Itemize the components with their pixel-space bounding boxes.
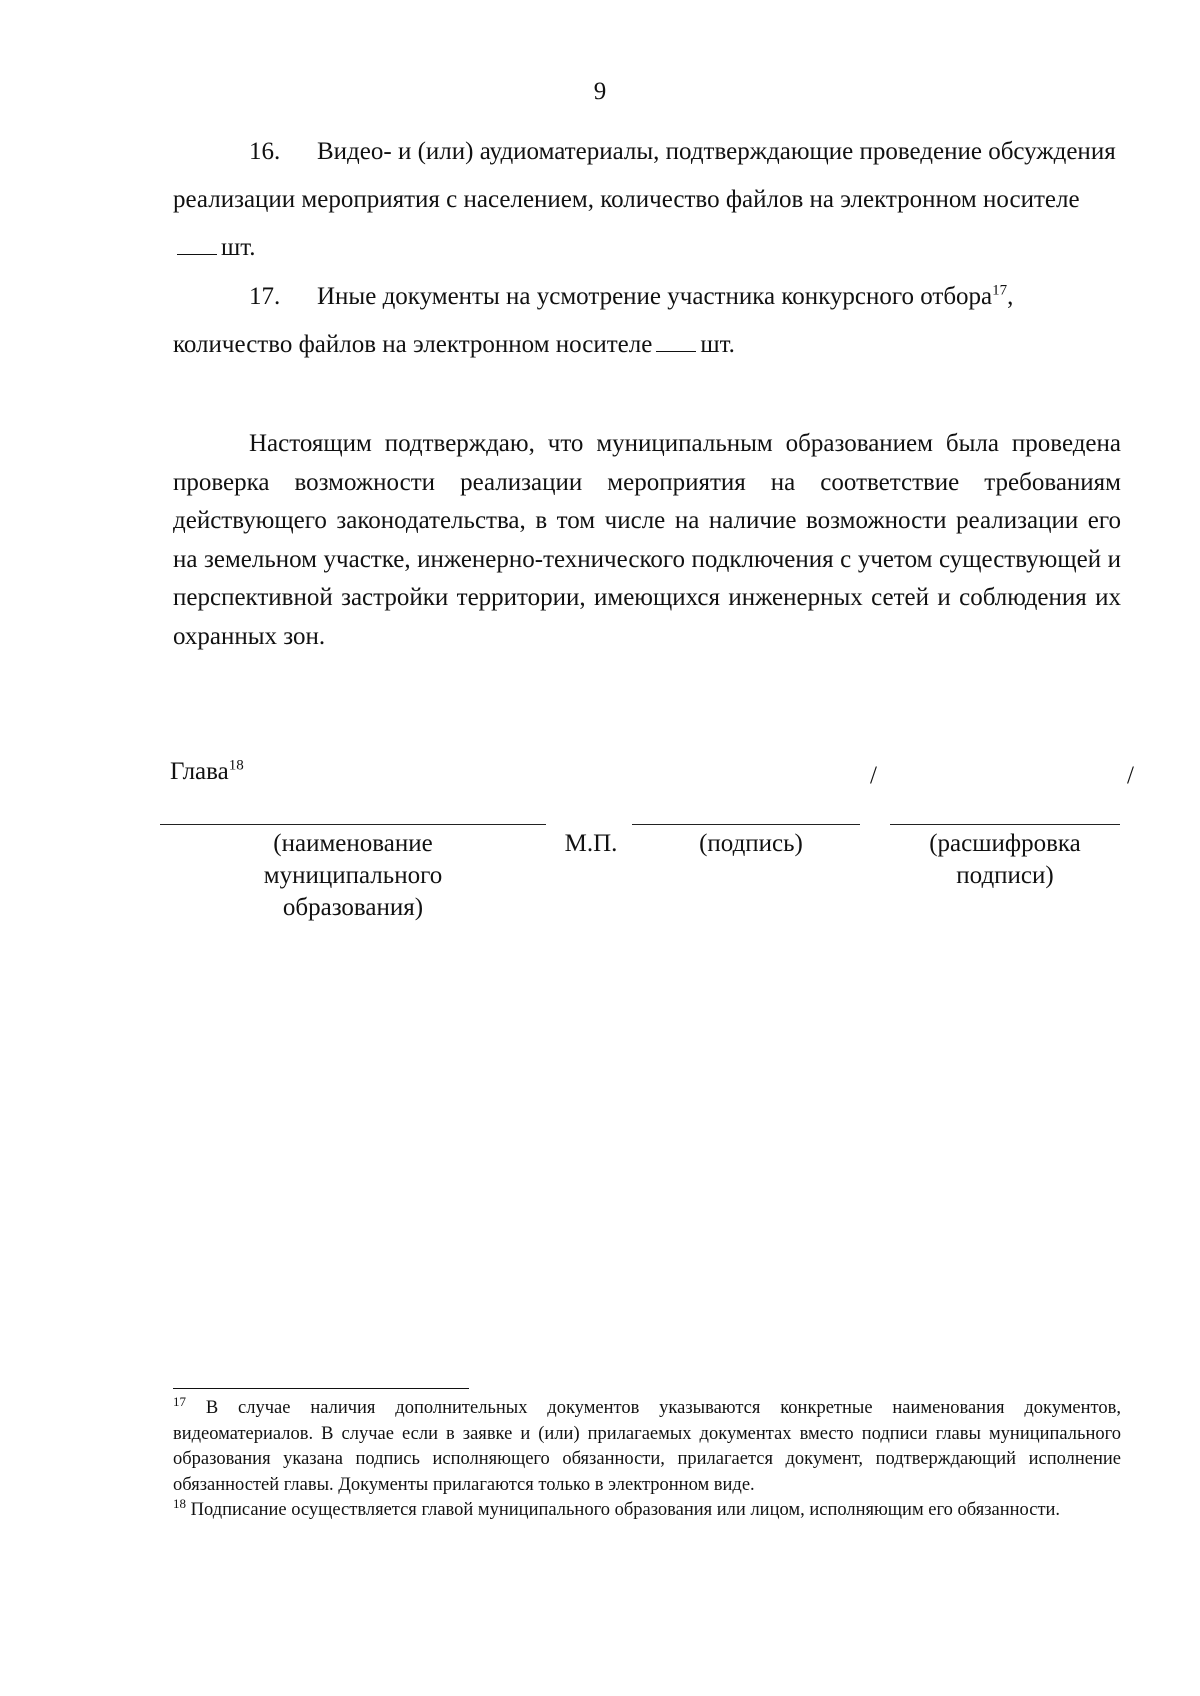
decoding-line bbox=[890, 824, 1120, 825]
item-unit: шт. bbox=[221, 234, 256, 261]
footnote-17 bbox=[173, 1393, 1121, 1498]
item-number: 17. bbox=[249, 283, 281, 310]
footnote-number: 18 bbox=[173, 1495, 186, 1511]
item-text-middle: , количество файлов на электронном носителе bbox=[173, 283, 1014, 358]
item-number: 16. bbox=[249, 138, 281, 165]
stamp-caption: М.П. bbox=[564, 830, 618, 857]
slash-separator: / bbox=[870, 762, 877, 789]
signature-caption: (подпись) bbox=[699, 830, 803, 857]
footnotes bbox=[173, 1393, 1121, 1524]
blank-line bbox=[177, 234, 217, 255]
footnote-ref: 17 bbox=[992, 282, 1008, 299]
head-label-block bbox=[170, 758, 244, 786]
confirmation-paragraph: Настоящим подтверждаю, что муниципальным образованием была проведена проверка возможности реализации мероприятия на соответствие требованиям действующего законодательства, в том числе на наличие возможности реализации его на земельном участке, инженерно-технического подключения с учетом существующей и перспективной застройки территории, имеющихся инженерных сетей и соблюдения их охранных зон. bbox=[173, 430, 1121, 650]
footnote-text: В случае наличия дополнительных документов указываются конкретные наименования документов, видеоматериалов. В случае если в заявке и (или) прилагаемых документах вместо подписи главы муниципального образования указана подпись исполняющего обязанности, прилагается документ, подтверждающий исполнение обязанностей главы. Документы прилагаются только в электронном виде. bbox=[173, 1398, 1121, 1495]
slash-separator: / bbox=[1127, 762, 1134, 789]
list-item-17 bbox=[173, 273, 1121, 369]
decoding-caption: (расшифровка подписи) bbox=[929, 830, 1081, 889]
footnote-ref: 18 bbox=[228, 757, 244, 774]
list-item-16 bbox=[173, 128, 1121, 272]
item-unit: шт. bbox=[700, 331, 735, 358]
footnote-18 bbox=[173, 1495, 1121, 1524]
head-label: Глава bbox=[170, 758, 229, 785]
footnote-separator bbox=[173, 1388, 469, 1389]
item-text: Иные документы на усмотрение участника конкурсного отбора bbox=[317, 283, 993, 310]
footnote-text: Подписание осуществляется главой муниципального образования или лицом, исполняющим его обязанности. bbox=[190, 1500, 1061, 1520]
municipality-caption: (наименование муниципального образования) bbox=[263, 830, 443, 921]
footnote-number: 17 bbox=[173, 1393, 186, 1409]
signature-line bbox=[632, 824, 860, 825]
page-number: 9 bbox=[593, 78, 607, 105]
item-text: Видео- и (или) аудиоматериалы, подтверждающие проведение обсуждения реализации мероприятия с населением, количество файлов на электронном носителе bbox=[173, 138, 1116, 213]
blank-line bbox=[656, 331, 696, 352]
municipality-line bbox=[160, 824, 546, 825]
